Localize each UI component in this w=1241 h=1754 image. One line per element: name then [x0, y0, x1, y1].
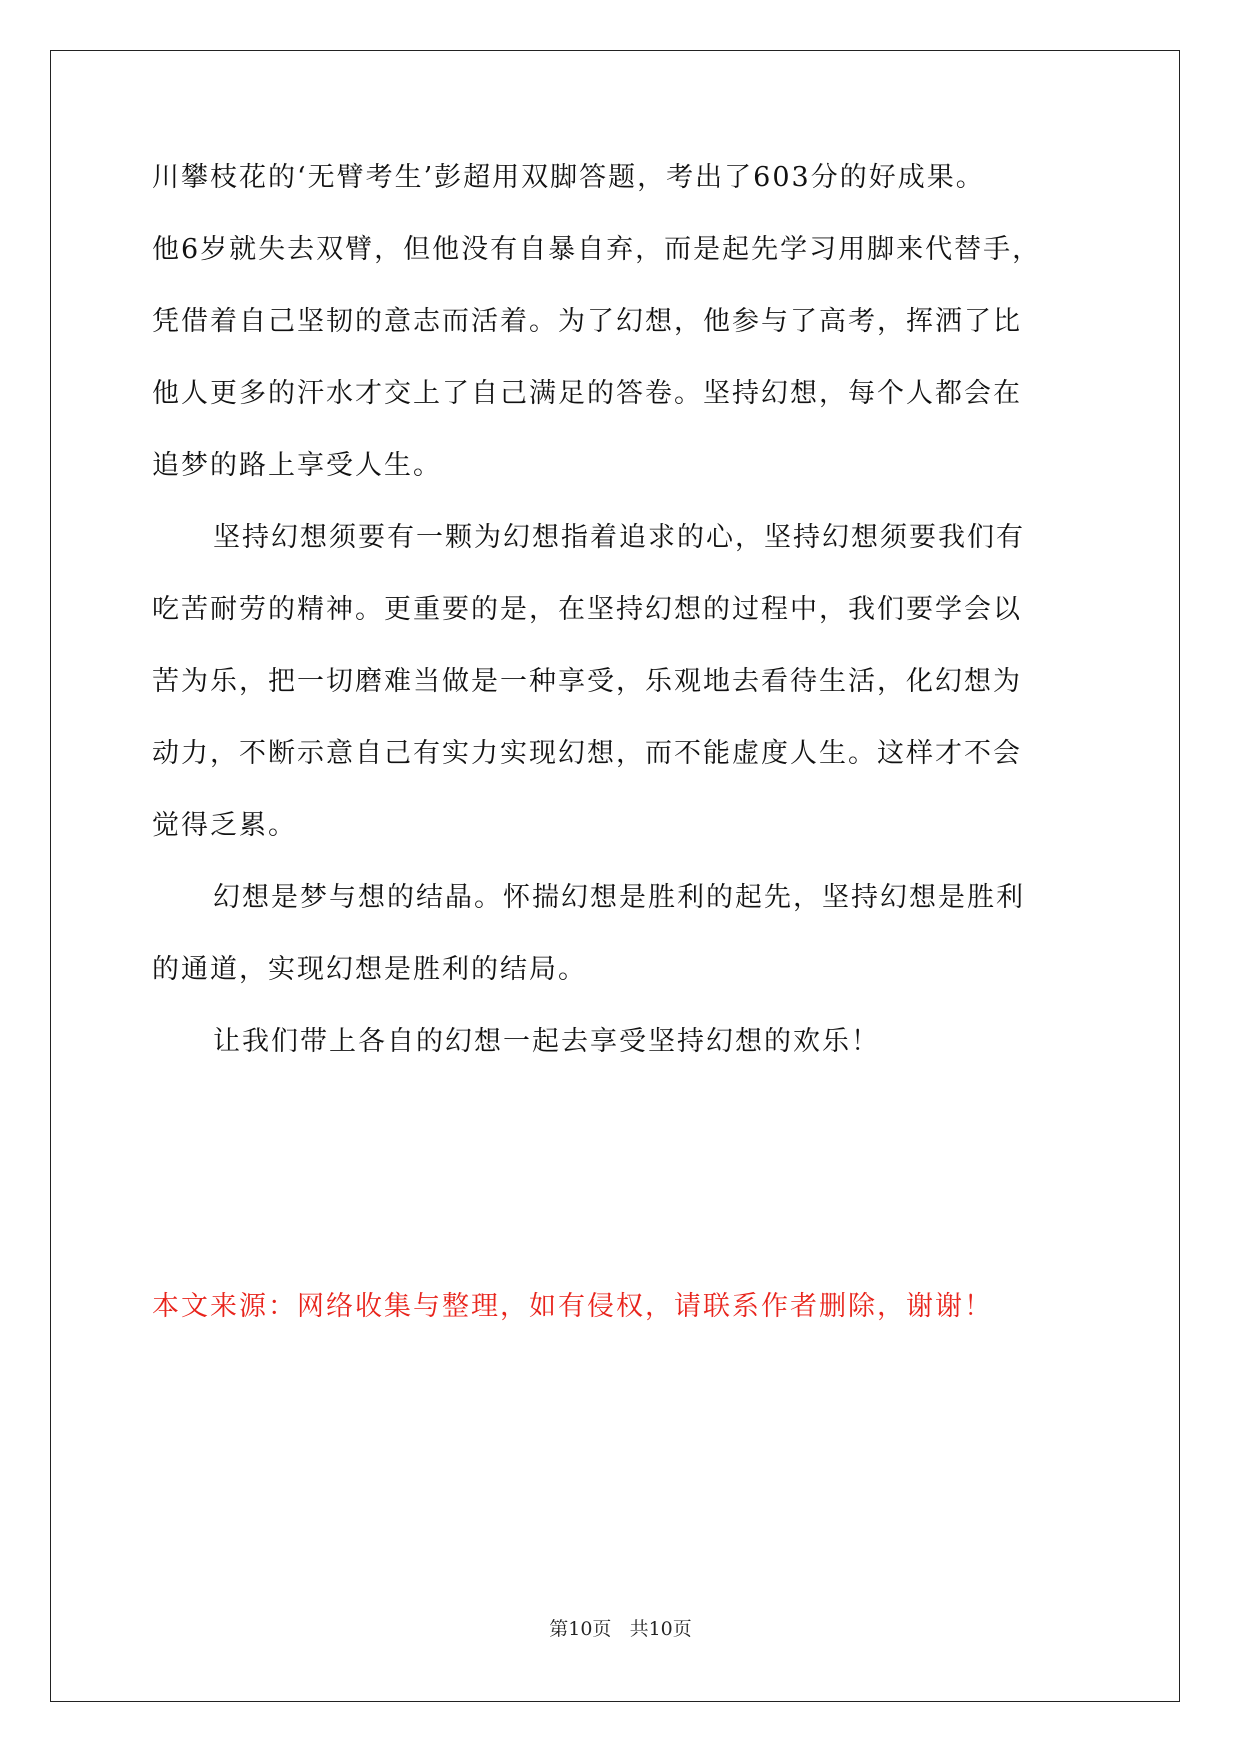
- paragraph-2-line-4: 动力，不断示意自己有实力实现幻想，而不能虚度人生。这样才不会: [152, 738, 1022, 769]
- page-footer: [0, 1616, 1241, 1642]
- page-current: 第10页: [549, 1618, 612, 1640]
- paragraph-2-line-3: 苦为乐，把一切磨难当做是一种享受，乐观地去看待生活，化幻想为: [152, 666, 1022, 697]
- paragraph-4-line-1: 让我们带上各自的幻想一起去享受坚持幻想的欢乐！: [213, 1026, 880, 1057]
- paragraph-1-line-1: 川攀枝花的‘无臂考生’彭超用双脚答题，考出了603分的好成果。: [152, 162, 985, 193]
- paragraph-2-line-1: 坚持幻想须要有一颗为幻想指着追求的心，坚持幻想须要我们有: [213, 522, 1025, 553]
- paragraph-1-line-3: 凭借着自己坚韧的意志而活着。为了幻想，他参与了高考，挥洒了比: [152, 306, 1022, 337]
- paragraph-1-line-2: 他6岁就失去双臂，但他没有自暴自弃，而是起先学习用脚来代替手，: [152, 234, 1042, 265]
- source-note: 本文来源：网络收集与整理，如有侵权，请联系作者删除，谢谢！: [152, 1291, 993, 1322]
- paragraph-1-line-5: 追梦的路上享受人生。: [152, 450, 442, 481]
- page-total: 共10页: [629, 1618, 692, 1640]
- paragraph-1-line-4: 他人更多的汗水才交上了自己满足的答卷。坚持幻想，每个人都会在: [152, 378, 1022, 409]
- footer-spacer: [611, 1618, 629, 1640]
- paragraph-3-line-2: 的通道，实现幻想是胜利的结局。: [152, 954, 587, 985]
- paragraph-2-line-5: 觉得乏累。: [152, 810, 297, 841]
- paragraph-3-line-1: 幻想是梦与想的结晶。怀揣幻想是胜利的起先，坚持幻想是胜利: [213, 882, 1025, 913]
- page-border: [50, 50, 1180, 1702]
- paragraph-2-line-2: 吃苦耐劳的精神。更重要的是，在坚持幻想的过程中，我们要学会以: [152, 594, 1022, 625]
